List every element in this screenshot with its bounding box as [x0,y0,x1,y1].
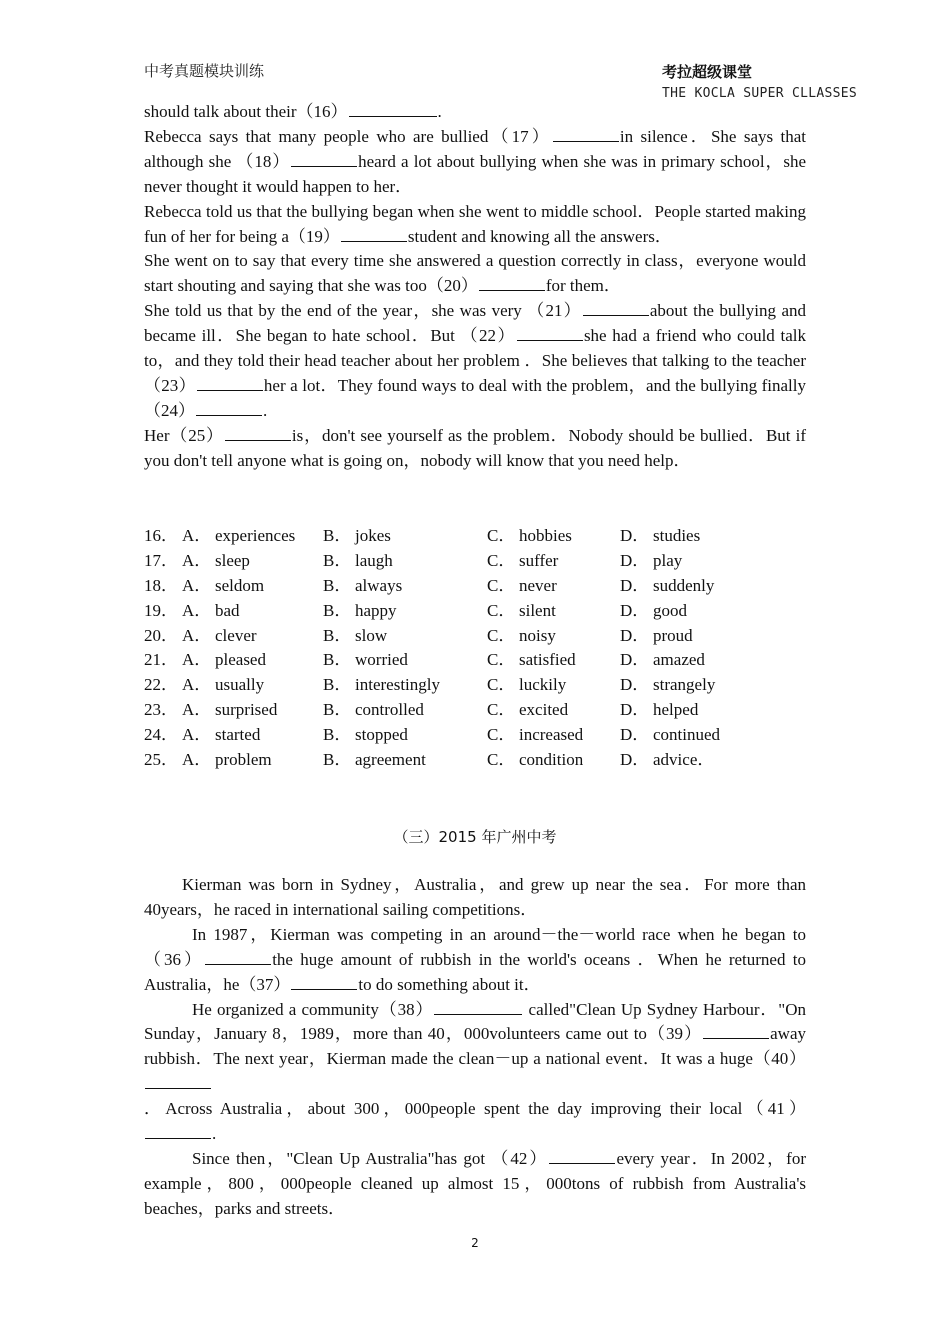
option-letter: C． [487,750,516,770]
option-word: seldom [215,575,265,595]
option-letter: B． [323,650,352,670]
option-letter: D． [620,550,650,570]
blank-42 [549,1149,615,1164]
option-letter: B． [323,600,352,620]
paragraph [144,923,806,998]
text-segment: away rubbish．The next year，Kierman made the clean－up a national event．It was a huge（40） [144,1024,806,1069]
paragraph [144,200,806,250]
option-letter: C． [487,675,516,695]
option-word: condition [519,750,584,770]
blank-41 [145,1124,211,1139]
option-letter: B． [323,526,352,545]
option-letter: B． [323,725,352,745]
option-word: increased [519,725,584,745]
text-segment: should talk about their（16） [144,102,348,121]
option-letter: C． [487,575,516,595]
text-segment: He organized a community（38） [192,999,434,1019]
text-segment: in silence．She says that although she （18） [144,126,806,171]
option-letter: A． [182,625,212,645]
text-segment: her a lot．They found ways to deal with the problem，and the bullying finally（24） [144,375,806,420]
text-segment: to do something about it． [358,974,541,994]
option-word: noisy [519,625,556,645]
option-word: slow [355,625,388,645]
question-number: 25． [144,750,178,770]
option-word: luckily [519,675,567,695]
option-word: happy [355,600,397,620]
text-segment: Since then，"Clean Up Australia"has got （42） [192,1148,549,1168]
question-number: 19． [144,600,178,620]
option-word: experiences [215,526,296,545]
option-letter: D． [620,650,650,670]
brand-subtitle: THE KOCLA SUPER CLLASSES [662,86,858,101]
option-word: worried [355,650,408,670]
option-letter: A． [182,526,212,545]
passage-1 [144,100,806,474]
blank-36 [205,950,271,965]
option-word: bad [215,600,240,620]
paragraph [144,1147,806,1222]
blank-40 [145,1074,211,1089]
blank-18 [291,152,357,167]
option-letter: D． [620,600,650,620]
blank-38 [434,1000,522,1015]
blank-39 [703,1024,769,1039]
blank-17 [553,127,619,142]
question-number: 23． [144,700,178,720]
text-segment: is，don't see yourself as the problem．Nobody should be bullied．But if you don't tell anyone what is going on，nobody will know that you need help． [144,425,806,470]
paragraph [144,100,806,125]
option-letter: B． [323,675,352,695]
text-segment: student and knowing all the answers． [407,226,672,246]
option-word: suffer [519,550,559,570]
option-word: sleep [215,550,250,570]
question-number: 18． [144,575,178,595]
question-number: 16． [144,526,178,545]
option-word: laugh [355,550,393,570]
option-word: suddenly [653,575,715,595]
text-segment: ．Across Australia，about 300，000people spent the day improving their local（41） [144,1099,806,1119]
option-word: pleased [215,650,266,670]
option-letter: A． [182,550,212,570]
option-word: always [355,575,403,595]
option-letter: D． [620,700,650,720]
option-word: studies [653,526,701,545]
blank-16 [349,102,437,117]
option-word: never [519,575,557,595]
option-word: helped [653,700,699,720]
question-number: 21． [144,650,178,670]
option-word: play [653,550,683,570]
text-segment: She went on to say that every time she answered a question correctly in class，everyone would start shouting and saying that she was too（20） [144,251,806,296]
text-segment: . [212,1124,217,1144]
option-letter: D． [620,625,650,645]
text-segment: she had a friend who could talk to，and they told their head teacher about her problem ．She believes that talking to the teacher（23） [144,326,806,395]
passage-2 [144,873,806,1222]
header-left-title: 中考真题模块训练 [144,62,265,80]
text-segment: the huge amount of rubbish in the world's oceans ．When he returned to Australia，he（37） [144,949,807,994]
option-letter: A． [182,750,212,770]
option-word: excited [519,700,569,720]
option-word: problem [215,750,272,770]
option-word: proud [653,625,693,645]
option-word: jokes [355,526,391,545]
blank-23 [197,376,263,391]
option-letter: A． [182,725,212,745]
option-letter: C． [487,650,516,670]
text-segment: for them． [545,276,621,296]
text-segment: Her（25） [144,425,224,445]
option-letter: B． [323,700,352,720]
option-letter: B． [323,750,352,770]
text-segment: In 1987，Kierman was competing in an around－the－world race when he began to（36） [144,924,806,969]
option-word: satisfied [519,650,576,670]
option-letter: C． [487,550,516,570]
option-letter: C． [487,700,516,720]
blank-37 [291,975,357,990]
option-letter: A． [182,675,212,695]
paragraph [144,424,806,474]
paragraph [144,249,806,299]
text-segment: She told us that by the end of the year，she was very （21） [144,301,582,321]
option-letter: B． [323,575,352,595]
option-letter: D． [620,575,650,595]
option-letter: C． [487,526,516,545]
blank-25 [225,426,291,441]
option-letter: A． [182,700,212,720]
paragraph: Kierman was born in Sydney，Australia，and grew up near the sea．For more than 40years，he raced in international sailing competitions． [144,875,806,919]
option-word: agreement [355,750,426,770]
text-segment: heard a lot about bullying when she was in primary school，she never thought it would happen to her． [144,151,807,196]
option-letter: C． [487,625,516,645]
text-segment: Rebecca told us that the bullying began when she went to middle school．People started making fun of her for being a（19） [144,201,806,246]
brand-title: 考拉超级课堂 [662,63,753,81]
text-segment: every year．In 2002，for example，800，000people cleaned up almost 15，000tons of rubbish from Australia's beaches，parks and streets． [144,1148,806,1218]
question-number: 17． [144,550,178,570]
option-letter: A． [182,600,212,620]
option-letter: A． [182,650,212,670]
option-word: amazed [653,650,705,670]
option-letter: D． [620,725,650,745]
option-word: stopped [355,725,408,745]
text-segment: . [437,102,442,121]
text-segment: Rebecca says that many people who are bullied（17） [144,126,552,146]
option-letter: D． [620,675,650,695]
option-letter: B． [323,550,352,570]
paragraph [144,125,806,200]
option-word: interestingly [355,675,440,695]
option-word: usually [215,675,265,695]
blank-22 [517,326,583,341]
blank-21 [583,301,649,316]
paragraph [144,299,806,424]
question-number: 22． [144,675,178,695]
option-word: advice． [653,750,715,770]
option-letter: D． [620,526,650,545]
option-word: good [653,600,687,620]
option-word: hobbies [519,526,572,545]
option-letter: A． [182,575,212,595]
section-title: （三）2015 年广州中考 [393,828,557,846]
text-segment: . [263,400,268,420]
option-letter: B． [323,625,352,645]
page-number: 2 [471,1236,479,1250]
option-word: continued [653,725,721,745]
blank-24 [196,401,262,416]
option-word: controlled [355,700,424,720]
question-number: 20． [144,625,178,645]
option-letter: C． [487,725,516,745]
option-word: silent [519,600,556,620]
option-word: clever [215,625,257,645]
option-letter: C． [487,600,516,620]
text-segment: called"Clean Up Sydney Harbour．"On Sunday，January 8，1989，more than 40，000volunteers came out to（39） [144,999,806,1044]
option-word: started [215,725,261,745]
option-letter: D． [620,750,650,770]
option-word: surprised [215,700,278,720]
option-word: strangely [653,675,716,695]
blank-19 [341,227,407,242]
blank-20 [479,276,545,291]
text-segment: about the bullying and became ill．She began to hate school．But （22） [144,301,806,346]
question-number: 24． [144,725,178,745]
paragraph [144,998,806,1147]
